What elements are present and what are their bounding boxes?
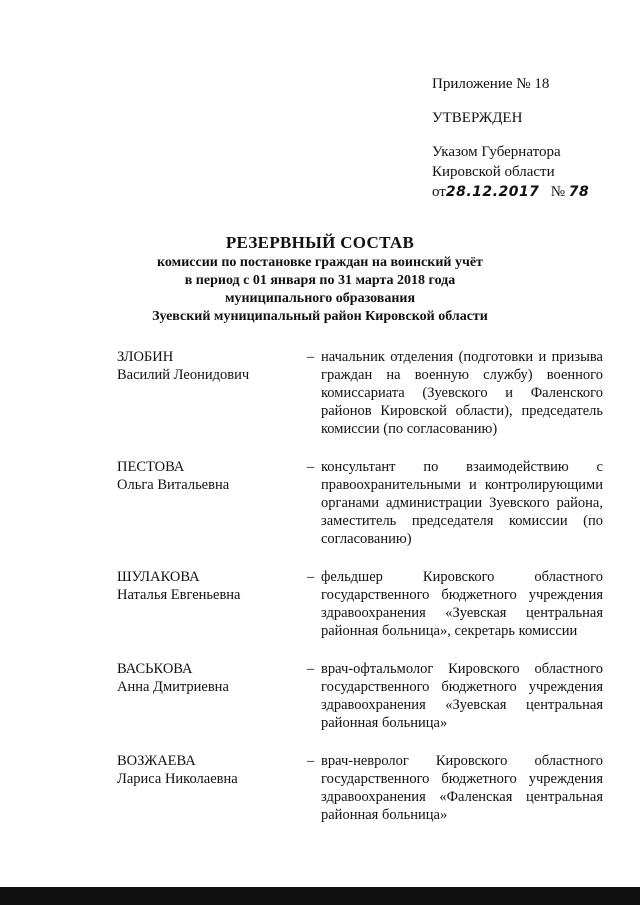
member-role: начальник отделения (подготовки и призыва граждан на военную службу) военного комиссариата (Зуевского и Фаленского районов Кировской области), председатель комиссии (по согласованию)	[321, 349, 603, 437]
member-given-name: Ольга Витальевна	[117, 477, 230, 493]
member-given-name: Наталья Евгеньевна	[117, 587, 241, 603]
member-role: врач-невролог Кировского областного государственного бюджетного учреждения здравоохранения «Фаленская центральная районная больница»	[321, 753, 603, 823]
approval-block	[432, 74, 589, 202]
member-entry	[117, 568, 603, 640]
heading-line-1: комиссии по постановке граждан на воинский учёт	[157, 255, 483, 270]
document-heading	[0, 232, 640, 326]
member-surname: ШУЛАКОВА	[117, 569, 200, 585]
member-dash: –	[307, 753, 315, 769]
approved-stamp-text: УТВЕРЖДЕН	[432, 110, 523, 126]
member-name	[117, 458, 307, 548]
member-entry	[117, 660, 603, 732]
number-prefix: №	[550, 184, 565, 200]
member-name	[117, 568, 307, 640]
member-name	[117, 752, 307, 824]
handwritten-date: 28.12.2017	[445, 184, 540, 200]
member-entry	[117, 752, 603, 824]
member-dash: –	[307, 459, 315, 475]
decree-date-line	[432, 182, 589, 202]
member-list	[117, 348, 603, 824]
scan-edge-bar	[0, 887, 640, 905]
member-dash: –	[307, 569, 315, 585]
member-role: консультант по взаимодействию с правоохранительными и контролирующими органами администрации Зуевского района, заместитель председателя комиссии (по согласованию)	[321, 459, 603, 547]
member-name	[117, 660, 307, 732]
member-surname: ЗЛОБИН	[117, 349, 174, 365]
member-surname: ПЕСТОВА	[117, 459, 185, 475]
member-given-name: Анна Дмитриевна	[117, 679, 229, 695]
member-name	[117, 348, 307, 438]
member-surname: ВАСЬКОВА	[117, 661, 193, 677]
decree-line-2: Кировской области	[432, 164, 555, 180]
member-entry	[117, 458, 603, 548]
decree-line-1: Указом Губернатора	[432, 144, 561, 160]
document-title: РЕЗЕРВНЫЙ СОСТАВ	[225, 233, 415, 252]
member-entry	[117, 348, 603, 438]
member-given-name: Василий Леонидович	[117, 367, 250, 383]
handwritten-number: 78	[568, 184, 590, 200]
member-role: врач-офтальмолог Кировского областного государственного бюджетного учреждения здравоохранения «Зуевская центральная районная больница»	[321, 661, 603, 731]
date-prefix: от	[432, 184, 446, 200]
heading-line-2: в период с 01 января по 31 марта 2018 года	[184, 273, 456, 288]
member-role: фельдшер Кировского областного государственного бюджетного учреждения здравоохранения «Зуевская центральная районная больница», секретарь комиссии	[321, 569, 603, 639]
member-surname: ВОЗЖАЕВА	[117, 753, 196, 769]
heading-line-3: муниципального образования	[224, 291, 416, 306]
heading-line-4: Зуевский муниципальный район Кировской области	[152, 309, 488, 324]
member-dash: –	[307, 661, 315, 677]
member-dash: –	[307, 349, 315, 365]
member-given-name: Лариса Николаевна	[117, 771, 238, 787]
appendix-number: Приложение № 18	[432, 76, 550, 92]
